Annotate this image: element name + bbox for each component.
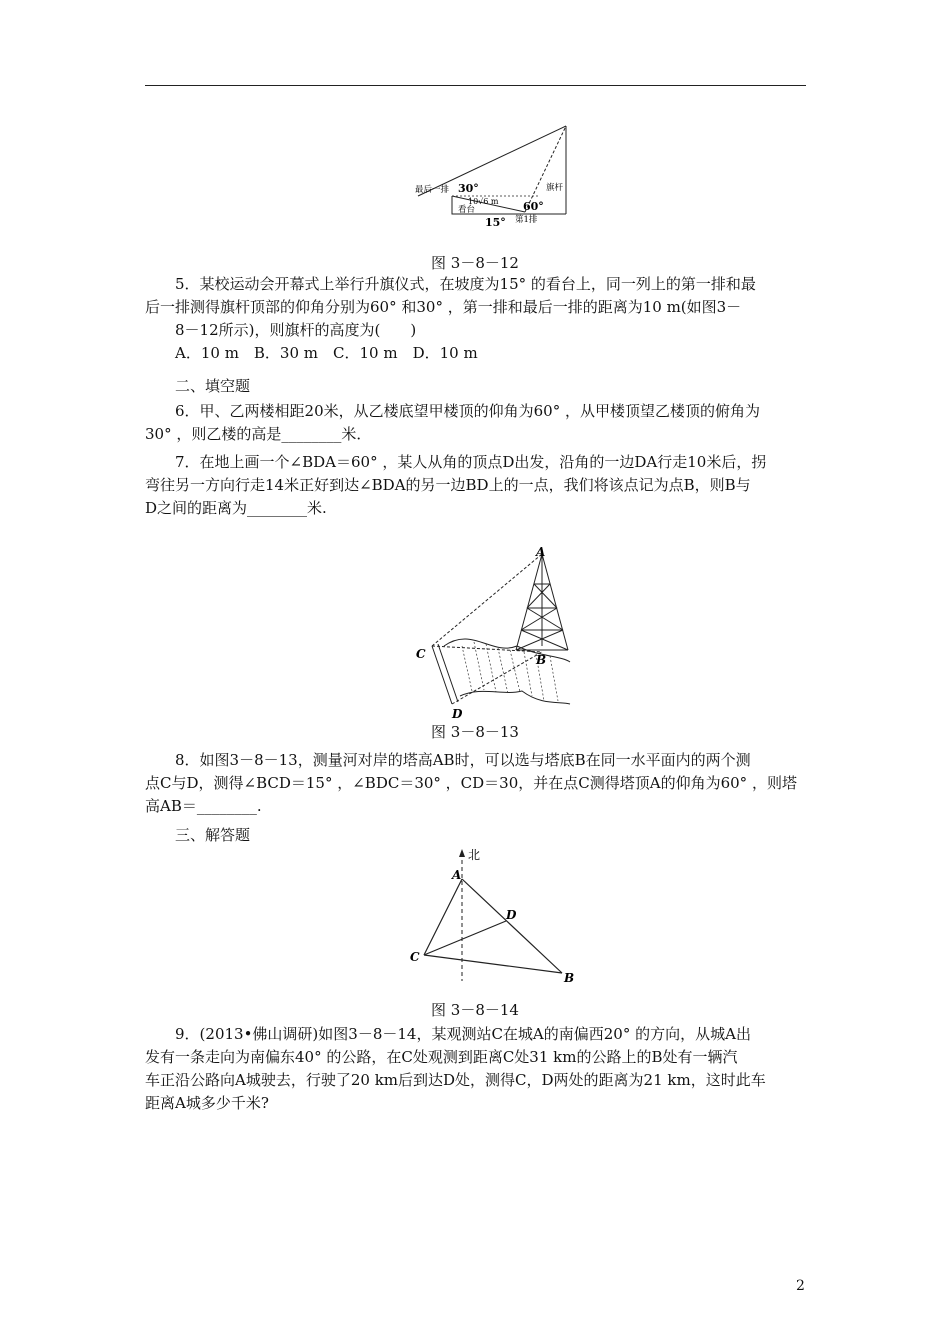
question-6 [145, 400, 807, 446]
question-8 [145, 749, 807, 818]
q6-line-2: 30° ，则乙楼的高是________米． [145, 425, 372, 443]
figure-3-8-13 [412, 546, 582, 721]
label-angle-30: 30° [458, 182, 479, 195]
figure-3-8-12 [410, 120, 580, 230]
section-answer: 三、解答题 [175, 826, 251, 844]
page-number: 2 [796, 1278, 805, 1294]
section-fill-blank: 二、填空题 [175, 377, 251, 395]
label-first-row: 第1排 [515, 215, 538, 225]
q5-line-1: 5．某校运动会开幕式上举行升旗仪式，在坡度为15° 的看台上，同一列上的第一排和最 [175, 275, 756, 293]
q7-line-1: 7．在地上画一个∠BDA＝60° ，某人从角的顶点D出发，沿角的一边DA行走10米后，拐 [175, 453, 767, 471]
q9-line-3: 车正沿公路向A城驶去，行驶了20 km后到达D处，测得C，D两处的距离为21 km，这时此车 [145, 1071, 766, 1089]
question-5 [145, 273, 807, 365]
label-A: A [452, 868, 462, 882]
q7-line-2: 弯往另一方向行走14米正好到达∠BDA的另一边BD上的一点，我们将该点记为点B，则B与 [145, 476, 751, 494]
header-rule [145, 85, 806, 86]
q8-line-3: 高AB＝________. [145, 797, 262, 815]
q9-line-4: 距离A城多少千米? [145, 1094, 269, 1112]
label-B: B [536, 653, 547, 667]
q9-line-1: 9．(2013•佛山调研)如图3－8－14，某观测站C在城A的南偏西20° 的方向，从城A出 [175, 1025, 751, 1043]
q7-line-3: D之间的距离为________米. [145, 499, 327, 517]
caption-3-8-12: 图 3－8－12 [431, 254, 519, 272]
label-last-row: 最后一排 [415, 185, 450, 195]
figure-3-8-14 [400, 845, 585, 985]
q5-line-2: 后一排测得旗杆顶部的仰角分别为60° 和30° ，第一排和最后一排的距离为10 m(如图3－ [145, 298, 742, 316]
q5-line-3: 8－12所示)，则旗杆的高度为( ) [175, 321, 417, 339]
label-distance: 10√6 m [468, 197, 499, 206]
caption-3-8-14: 图 3－8－14 [431, 1001, 519, 1019]
label-A: A [536, 546, 546, 559]
q6-line-1: 6．甲、乙两楼相距20米，从乙楼底望甲楼顶的仰角为60° ，从甲楼顶望乙楼顶的俯角为 [175, 402, 760, 420]
question-7 [145, 451, 807, 520]
label-angle-60: 60° [523, 200, 544, 213]
caption-3-8-13: 图 3－8－13 [431, 723, 519, 741]
q8-line-2: 点C与D，测得∠BCD＝15° ，∠BDC＝30° ，CD＝30，并在点C测得塔顶A的仰角为60° ，则塔 [145, 774, 797, 792]
label-stand: 看台 [458, 205, 476, 215]
q8-line-1: 8．如图3－8－13，测量河对岸的塔高AB时，可以选与塔底B在同一水平面内的两个测 [175, 751, 751, 769]
label-D: D [506, 908, 517, 922]
label-B: B [564, 971, 575, 985]
label-north: 北 [468, 848, 481, 862]
q9-line-2: 发有一条走向为南偏东40° 的公路，在C处观测到距离C处31 km的公路上的B处有一辆汽 [145, 1048, 738, 1066]
label-C: C [416, 647, 426, 661]
label-D: D [452, 707, 463, 721]
q5-options: A．10 m B．30 m C．10 m D．10 m [175, 344, 478, 362]
label-C: C [410, 950, 420, 964]
label-flagpole: 旗杆 [546, 183, 564, 193]
question-9 [145, 1023, 807, 1115]
label-angle-15: 15° [485, 216, 506, 229]
